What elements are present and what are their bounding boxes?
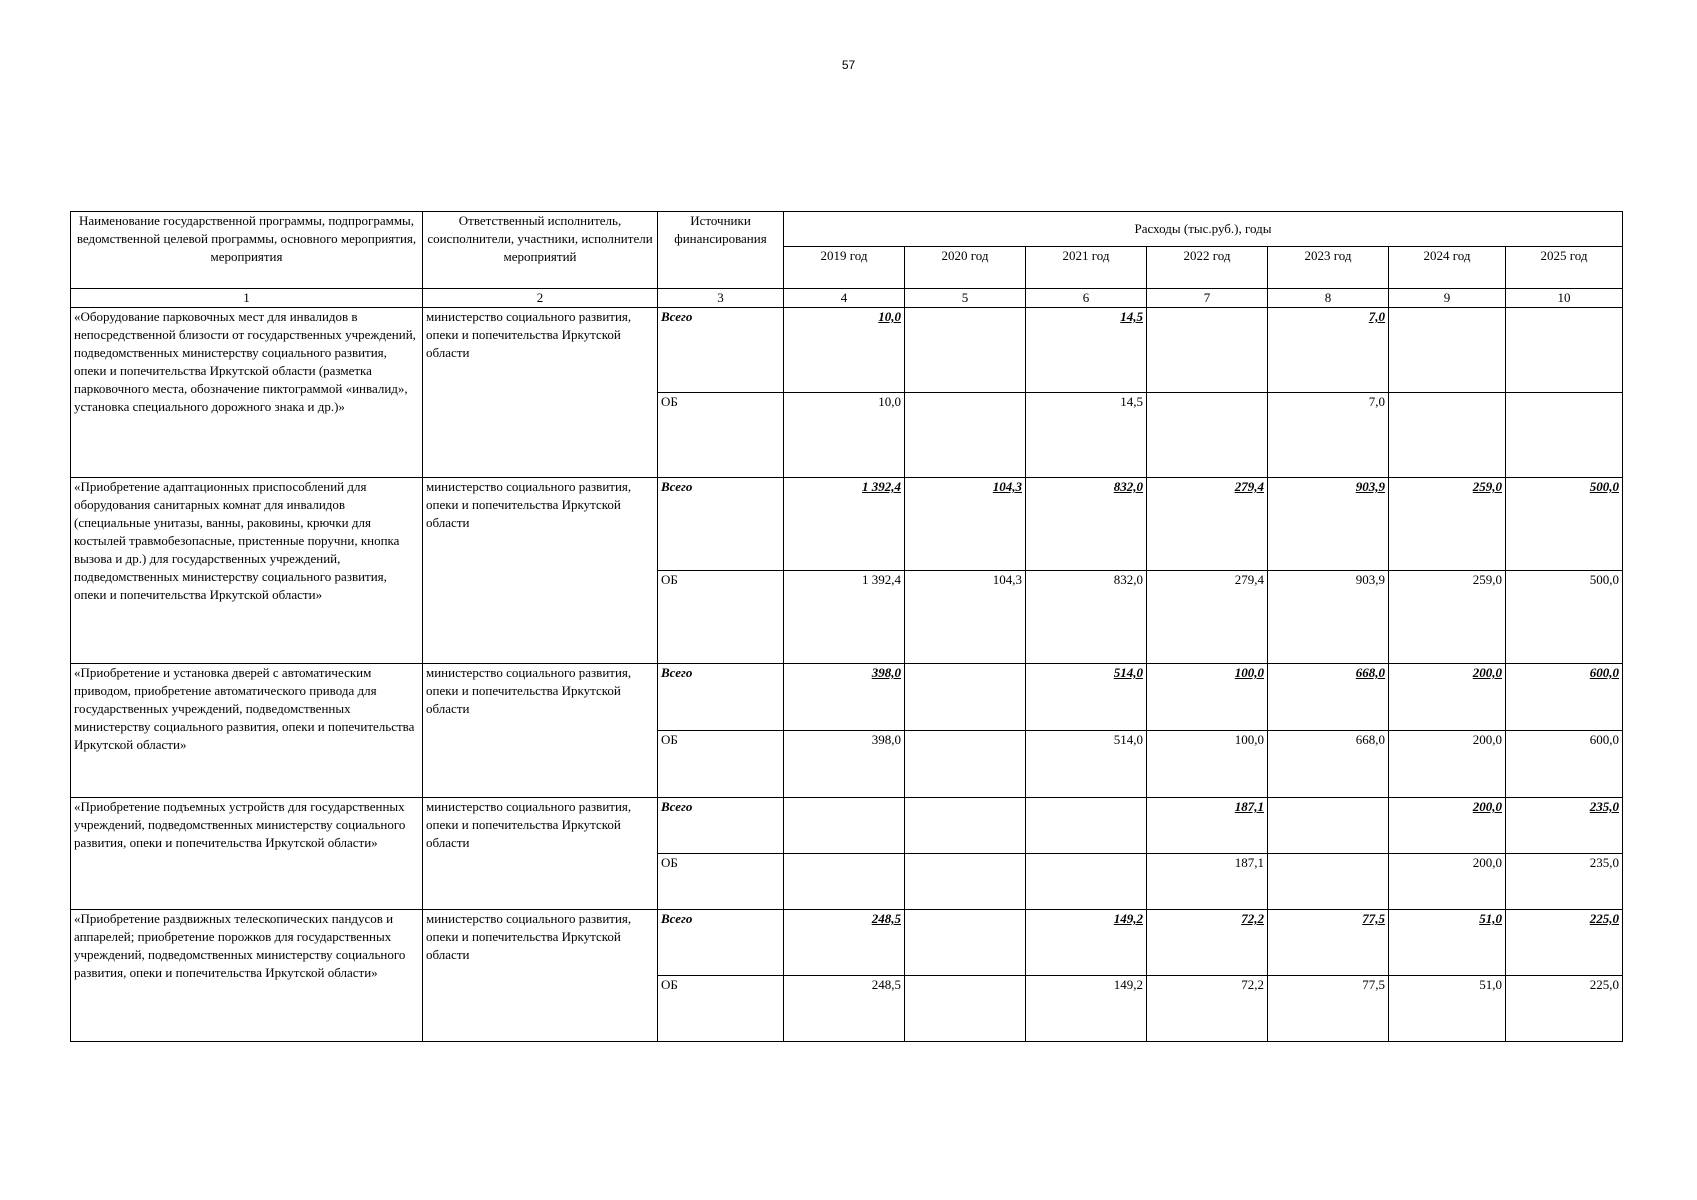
column-number: 9 [1389, 289, 1506, 308]
header-year: 2021 год [1026, 247, 1147, 289]
header-year: 2024 год [1389, 247, 1506, 289]
header-name: Наименование государственной программы, подпрограммы, ведомственной целевой программы, основного мероприятия, мероприятия [71, 212, 423, 289]
total-value [1147, 308, 1268, 393]
source-ob-label: ОБ [658, 393, 784, 478]
source-total-label: Всего [658, 478, 784, 571]
source-total-label: Всего [658, 308, 784, 393]
total-value: 1 392,4 [784, 478, 905, 571]
total-value: 77,5 [1268, 910, 1389, 976]
ob-value [905, 854, 1026, 910]
column-number: 2 [423, 289, 658, 308]
total-value: 600,0 [1506, 664, 1623, 731]
header-year: 2025 год [1506, 247, 1623, 289]
ob-value: 72,2 [1147, 976, 1268, 1042]
ob-value: 7,0 [1268, 393, 1389, 478]
executor: министерство социального развития, опеки и попечительства Иркутской области [423, 308, 658, 478]
ob-value: 100,0 [1147, 731, 1268, 798]
ob-value: 77,5 [1268, 976, 1389, 1042]
ob-value: 903,9 [1268, 571, 1389, 664]
total-value: 500,0 [1506, 478, 1623, 571]
source-total-label: Всего [658, 910, 784, 976]
total-value [1506, 308, 1623, 393]
ob-value: 235,0 [1506, 854, 1623, 910]
total-value [905, 664, 1026, 731]
header-year: 2022 год [1147, 247, 1268, 289]
source-ob-label: ОБ [658, 976, 784, 1042]
ob-value [905, 731, 1026, 798]
total-value: 51,0 [1389, 910, 1506, 976]
column-number: 4 [784, 289, 905, 308]
header-source: Источники финансирования [658, 212, 784, 289]
ob-value: 1 392,4 [784, 571, 905, 664]
source-ob-label: ОБ [658, 571, 784, 664]
ob-value: 200,0 [1389, 854, 1506, 910]
total-value: 259,0 [1389, 478, 1506, 571]
ob-value [1506, 393, 1623, 478]
ob-value: 500,0 [1506, 571, 1623, 664]
ob-value: 14,5 [1026, 393, 1147, 478]
total-value [905, 798, 1026, 854]
ob-value [1389, 393, 1506, 478]
total-value: 225,0 [1506, 910, 1623, 976]
header-year: 2023 год [1268, 247, 1389, 289]
executor: министерство социального развития, опеки и попечительства Иркутской области [423, 664, 658, 798]
executor: министерство социального развития, опеки и попечительства Иркутской области [423, 798, 658, 910]
ob-value: 279,4 [1147, 571, 1268, 664]
total-value [905, 308, 1026, 393]
ob-value [1026, 854, 1147, 910]
total-value [784, 798, 905, 854]
total-value: 514,0 [1026, 664, 1147, 731]
ob-value [1268, 854, 1389, 910]
ob-value: 398,0 [784, 731, 905, 798]
total-value [1268, 798, 1389, 854]
ob-value: 187,1 [1147, 854, 1268, 910]
column-number: 1 [71, 289, 423, 308]
ob-value: 259,0 [1389, 571, 1506, 664]
total-value: 235,0 [1506, 798, 1623, 854]
total-value: 668,0 [1268, 664, 1389, 731]
ob-value: 51,0 [1389, 976, 1506, 1042]
header-year: 2019 год [784, 247, 905, 289]
total-value: 7,0 [1268, 308, 1389, 393]
total-value: 398,0 [784, 664, 905, 731]
total-value: 200,0 [1389, 664, 1506, 731]
ob-value [784, 854, 905, 910]
measure-name: «Приобретение раздвижных телескопических пандусов и аппарелей; приобретение порожков для государственных учреждений, подведомственных министерству социального развития, опеки и попечительства Иркутской области» [71, 910, 423, 1042]
column-number: 3 [658, 289, 784, 308]
total-value [1026, 798, 1147, 854]
column-number: 8 [1268, 289, 1389, 308]
column-number: 6 [1026, 289, 1147, 308]
total-value [905, 910, 1026, 976]
total-value: 279,4 [1147, 478, 1268, 571]
header-expenses: Расходы (тыс.руб.), годы [784, 212, 1623, 247]
total-value [1389, 308, 1506, 393]
total-value: 72,2 [1147, 910, 1268, 976]
column-number: 5 [905, 289, 1026, 308]
ob-value [905, 976, 1026, 1042]
total-value: 14,5 [1026, 308, 1147, 393]
source-ob-label: ОБ [658, 854, 784, 910]
source-ob-label: ОБ [658, 731, 784, 798]
ob-value: 668,0 [1268, 731, 1389, 798]
budget-table [70, 211, 1623, 1042]
ob-value: 248,5 [784, 976, 905, 1042]
total-value: 104,3 [905, 478, 1026, 571]
total-value: 248,5 [784, 910, 905, 976]
total-value: 903,9 [1268, 478, 1389, 571]
ob-value: 149,2 [1026, 976, 1147, 1042]
measure-name: «Приобретение и установка дверей с автоматическим приводом, приобретение автоматического привода для государственных учреждений, подведомственных министерству социального развития, опеки и попечительства Иркутской области» [71, 664, 423, 798]
ob-value: 600,0 [1506, 731, 1623, 798]
ob-value: 104,3 [905, 571, 1026, 664]
source-total-label: Всего [658, 798, 784, 854]
ob-value: 514,0 [1026, 731, 1147, 798]
ob-value: 225,0 [1506, 976, 1623, 1042]
ob-value: 832,0 [1026, 571, 1147, 664]
column-number: 10 [1506, 289, 1623, 308]
executor: министерство социального развития, опеки и попечительства Иркутской области [423, 910, 658, 1042]
total-value: 200,0 [1389, 798, 1506, 854]
ob-value: 200,0 [1389, 731, 1506, 798]
header-executor: Ответственный исполнитель, соисполнители, участники, исполнители мероприятий [423, 212, 658, 289]
measure-name: «Оборудование парковочных мест для инвалидов в непосредственной близости от государственных учреждений, подведомственных министерству социального развития, опеки и попечительства Иркутской области (разметка парковочного места, обозначение пиктограммой «инвалид», установка специального дорожного знака и др.)» [71, 308, 423, 478]
ob-value: 10,0 [784, 393, 905, 478]
total-value: 187,1 [1147, 798, 1268, 854]
total-value: 832,0 [1026, 478, 1147, 571]
column-number: 7 [1147, 289, 1268, 308]
measure-name: «Приобретение подъемных устройств для государственных учреждений, подведомственных министерству социального развития, опеки и попечительства Иркутской области» [71, 798, 423, 910]
executor: министерство социального развития, опеки и попечительства Иркутской области [423, 478, 658, 664]
total-value: 149,2 [1026, 910, 1147, 976]
ob-value [1147, 393, 1268, 478]
total-value: 10,0 [784, 308, 905, 393]
source-total-label: Всего [658, 664, 784, 731]
measure-name: «Приобретение адаптационных приспособлений для оборудования санитарных комнат для инвалидов (специальные унитазы, ванны, раковины, крючки для костылей травмобезопасные, пристенные поручни, кнопка вызова и др.) для государственных учреждений, подведомственных министерству социального развития, опеки и попечительства Иркутской области» [71, 478, 423, 664]
header-year: 2020 год [905, 247, 1026, 289]
page-number: 57 [841, 58, 856, 72]
ob-value [905, 393, 1026, 478]
total-value: 100,0 [1147, 664, 1268, 731]
